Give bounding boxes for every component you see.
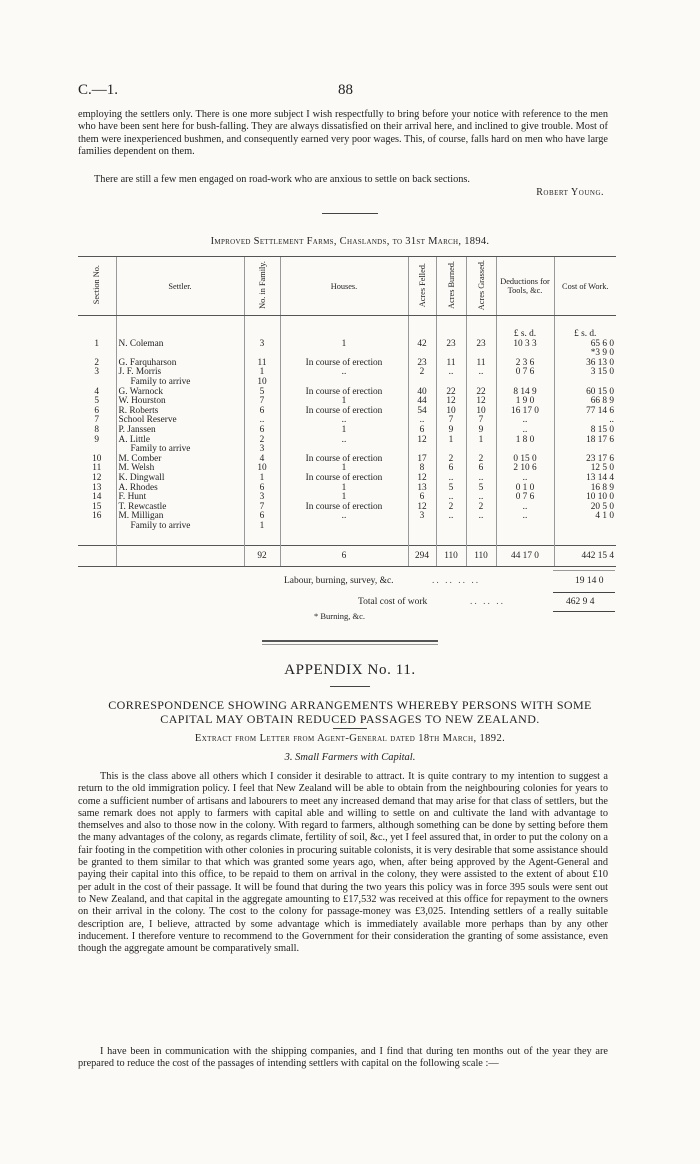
col-header-family: No. in Family. [244, 257, 280, 316]
cell-felled: 6 [408, 493, 436, 503]
cell-cost: 18 17 6 [554, 436, 616, 446]
cell-deductions: 1 8 0 [496, 436, 554, 446]
labour-value: 19 14 0 [575, 576, 604, 586]
appendix-paragraph-2: I have been in communication with the shipping companies, and I find that during ten months out of the year they are prepared to reduce the cost of the passages of intending settlers with capital on the following scale :— [78, 1046, 608, 1070]
total-cost: 442 15 4 [554, 546, 616, 567]
appendix-paragraph-1: This is the class above all others which I consider it desirable to attract. It is quite contrary to my intention to suggest a return to the old immigration policy. I feel that New Zealand will be able to obtain from the neighbouring colonies for years to come a sufficient number of artisans and labourers to meet any increased demand that may arise for that class of settlers, but the same remark does not apply to farmers with capital able and willing to settle on and cultivate the land with advantage to themselves and also to those now in the colony. With regard to farmers, although something can be done by setting before them the many advantages of the colony, as regards climate, fertility of soil, &c., yet I feel assured that, in order to put the colony on a fair footing in the competition with other colonies in procuring suitable colonists, it is very desirable that some assistance should be granted to them similar to that which was granted some years ago, when, after being approved by the Agent-General and paying their capital into this office, to be repaid to them on arrival in the colony, they were assisted to the extent of about £10 per adult in the cost of their passage. It will be found that during the two years this policy was in force 395 souls were sent out to New Zealand, and that capital in the aggregate amounting to £17,532 was received at this office for repayment to the owners on their arrival in the colony. The cost to the colony for passage-money was £3,025. Intending settlers of a really suitable description are, I believe, attracted by some advantage which is immediately available more perhaps than by any other inducement. I therefore venture to recommend to the Government for their consideration the granting of some assistance, even though the aggregate amount be comparatively small. [78, 771, 608, 955]
cell-grassed: 2 [466, 503, 496, 513]
cell-cost: *3 9 0 [554, 349, 616, 359]
cell-grassed: .. [466, 512, 496, 522]
table-row [78, 416, 616, 426]
cell-settler: M. Milligan [116, 512, 244, 522]
heading-rule [333, 728, 367, 729]
cell-family: 3 [244, 493, 280, 503]
cell-houses: .. [280, 416, 408, 426]
cell-felled: 44 [408, 397, 436, 407]
cell-grassed: 22 [466, 388, 496, 398]
cell-grassed: 11 [466, 359, 496, 369]
cell-settler: F. Hunt [116, 493, 244, 503]
cell-settler: G. Farquharson [116, 359, 244, 369]
col-header-settler: Settler. [116, 257, 244, 316]
cell-houses: In course of erection [280, 455, 408, 465]
cell-felled: .. [408, 416, 436, 426]
col-header-grassed: Acres Grassed. [466, 257, 496, 316]
cell-grassed: 1 [466, 436, 496, 446]
cell-deductions: 0 7 6 [496, 493, 554, 503]
cell-burned: 6 [436, 464, 466, 474]
cell-houses: In course of erection [280, 503, 408, 513]
col-header-section: Section No. [78, 257, 116, 316]
cell-houses: In course of erection [280, 474, 408, 484]
cell-sec: 5 [94, 396, 100, 407]
total-cost-value: 462 9 4 [566, 597, 595, 607]
cell-sec: 7 [94, 415, 100, 426]
labour-divider [553, 570, 615, 571]
correspondence-heading [0, 698, 700, 726]
cell-family: 11 [244, 359, 280, 369]
table-row [78, 484, 616, 494]
cell-grassed: 10 [466, 407, 496, 417]
total-grassed: 110 [466, 546, 496, 567]
cell-family: 2 [244, 436, 280, 446]
appendix-divider-thin [262, 644, 438, 645]
cell-burned: 2 [436, 455, 466, 465]
cell-family: 5 [244, 388, 280, 398]
cell-family: 6 [244, 426, 280, 436]
cell-cost: 13 14 4 [554, 474, 616, 484]
cell-grassed: 5 [466, 484, 496, 494]
cell-houses: 1 [280, 397, 408, 407]
cell-cost: .. [554, 416, 616, 426]
cell-felled: 40 [408, 388, 436, 398]
signature: Robert Young. [536, 187, 604, 198]
cell-burned: 23 [436, 340, 466, 350]
cell-houses: 1 [280, 340, 408, 350]
cell-felled: 12 [408, 503, 436, 513]
total-cost-label: Total cost of work [358, 597, 428, 607]
cell-burned: .. [436, 368, 466, 378]
total-leader: .. .. .. [470, 597, 505, 607]
table-row [78, 426, 616, 436]
cell-sec: 8 [94, 424, 100, 435]
cell-burned: 22 [436, 388, 466, 398]
cell-cost: 3 15 0 [554, 368, 616, 378]
cell-settler: J. F. Morris [116, 368, 244, 378]
cell-houses [280, 522, 408, 532]
cell-burned: 7 [436, 416, 466, 426]
cell-burned: .. [436, 512, 466, 522]
table-spacer-row [78, 316, 616, 331]
cell-deductions: 1 9 0 [496, 397, 554, 407]
cell-family: .. [244, 416, 280, 426]
cell-family: 3 [244, 445, 280, 455]
cell-deductions [496, 522, 554, 532]
cell-houses: 1 [280, 493, 408, 503]
cell-deductions: 0 7 6 [496, 368, 554, 378]
cost-units: £ s. d. [554, 330, 616, 340]
cell-burned: 2 [436, 503, 466, 513]
appendix-title-rule [330, 686, 370, 687]
cell-settler: A. Rhodes [116, 484, 244, 494]
cell-sec: 6 [94, 405, 100, 416]
cell-cost: 12 5 0 [554, 464, 616, 474]
cell-sec: 9 [94, 434, 100, 445]
appendix-divider [262, 640, 438, 642]
cell-felled: 3 [408, 512, 436, 522]
cell-burned: 10 [436, 407, 466, 417]
labour-label: Labour, burning, survey, &c. [284, 576, 394, 586]
cell-sec: 13 [92, 482, 102, 493]
cell-sec: 1 [94, 338, 100, 349]
cell-settler: A. Little [116, 436, 244, 446]
cell-burned [436, 522, 466, 532]
cell-felled: 8 [408, 464, 436, 474]
total-rule-top [553, 592, 615, 593]
total-rule-bottom [553, 611, 615, 612]
document-reference: C.—1. [78, 82, 119, 98]
section-divider [322, 213, 378, 214]
cell-cost: 10 10 0 [554, 493, 616, 503]
cell-houses: .. [280, 436, 408, 446]
cell-deductions: 10 3 3 [496, 340, 554, 350]
cell-deductions: 0 15 0 [496, 455, 554, 465]
col-header-deductions: Deductions for Tools, &c. [496, 257, 554, 316]
cell-houses: In course of erection [280, 407, 408, 417]
cell-cost: 4 1 0 [554, 512, 616, 522]
col-header-cost: Cost of Work. [554, 257, 616, 316]
cell-family: 6 [244, 484, 280, 494]
cell-houses: .. [280, 512, 408, 522]
cell-cost: 20 5 0 [554, 503, 616, 513]
cell-grassed: 23 [466, 340, 496, 350]
cell-sec: 15 [92, 501, 102, 512]
cell-cost: 66 8 9 [554, 397, 616, 407]
cell-family: 6 [244, 407, 280, 417]
cell-felled: 13 [408, 484, 436, 494]
cell-family: 6 [244, 512, 280, 522]
cell-settler: M. Welsh [116, 464, 244, 474]
cell-deductions: .. [496, 512, 554, 522]
cell-settler: M. Comber [116, 455, 244, 465]
cell-deductions: 2 10 6 [496, 464, 554, 474]
table-footnote: * Burning, &c. [314, 611, 365, 621]
cell-burned: 9 [436, 426, 466, 436]
cell-houses: .. [280, 368, 408, 378]
cell-family: 10 [244, 464, 280, 474]
cell-grassed: 12 [466, 397, 496, 407]
cell-houses: 1 [280, 464, 408, 474]
table-header-row [78, 257, 616, 316]
cell-sec: 3 [94, 367, 100, 378]
cell-grassed: .. [466, 493, 496, 503]
cell-settler: T. Rewcastle [116, 503, 244, 513]
cell-burned: 1 [436, 436, 466, 446]
cell-settler: N. Coleman [116, 340, 244, 350]
cell-family: 3 [244, 340, 280, 350]
cell-grassed: 2 [466, 455, 496, 465]
cell-grassed [466, 522, 496, 532]
cell-felled: 2 [408, 368, 436, 378]
cell-deductions: 8 14 9 [496, 388, 554, 398]
total-houses: 6 [280, 546, 408, 567]
cell-family: 10 [244, 378, 280, 388]
extract-heading: Extract from Letter from Agent-General dated 18th March, 1892. [194, 733, 506, 744]
cell-family: 7 [244, 397, 280, 407]
table-title: Improved Settlement Farms, Chaslands, to 31st March, 1894. [210, 236, 490, 247]
cell-deductions: .. [496, 426, 554, 436]
cell-cost: 60 15 0 [554, 388, 616, 398]
cell-cost: 8 15 0 [554, 426, 616, 436]
correspondence-heading-line-1: CORRESPONDENCE SHOWING ARRANGEMENTS WHEREBY PERSONS WITH SOME [108, 698, 592, 712]
intro-paragraph-1: employing the settlers only. There is one more subject I wish respectfully to bring before your notice with reference to the men who have been sent here for bush-falling. They are always dissatisfied on their arrival here, and inclined to give trouble. Most of them were inexperienced bushmen, and consequently earned very poor wages. This, of course, falls hard on men who have large families dependent on them. [78, 109, 608, 157]
cell-family: 1 [244, 522, 280, 532]
cell-deductions: .. [496, 416, 554, 426]
total-burned: 110 [436, 546, 466, 567]
labour-leader: .. .. .. .. [432, 576, 481, 586]
cell-settler: P. Janssen [116, 426, 244, 436]
table-row [78, 474, 616, 484]
cell-burned: 11 [436, 359, 466, 369]
cell-grassed: 7 [466, 416, 496, 426]
cell-cost: 36 13 0 [554, 359, 616, 369]
cell-settler: Family to arrive [116, 522, 244, 532]
cell-grassed: 6 [466, 464, 496, 474]
cell-grassed: .. [466, 474, 496, 484]
cell-grassed: 9 [466, 426, 496, 436]
cell-houses: 1 [280, 484, 408, 494]
deductions-units: £ s. d. [496, 330, 554, 340]
col-header-burned: Acres Burned. [436, 257, 466, 316]
cell-deductions: .. [496, 474, 554, 484]
cell-cost [554, 522, 616, 532]
cell-settler: R. Roberts [116, 407, 244, 417]
cell-family: 4 [244, 455, 280, 465]
cell-sec: 12 [92, 472, 102, 483]
cell-houses: In course of erection [280, 388, 408, 398]
cell-sec: 16 [92, 511, 102, 522]
table-row [78, 340, 616, 350]
settlement-table [78, 256, 616, 567]
total-deductions: 44 17 0 [496, 546, 554, 567]
cell-sec: 10 [92, 453, 102, 464]
cell-felled: 12 [408, 436, 436, 446]
cell-grassed: .. [466, 368, 496, 378]
section-subheading: 3. Small Farmers with Capital. [284, 752, 416, 763]
cell-sec: 4 [94, 386, 100, 397]
table-spacer-row [78, 531, 616, 546]
cell-houses: 1 [280, 426, 408, 436]
cell-sec: 14 [92, 492, 102, 503]
col-header-felled: Acres Felled. [408, 257, 436, 316]
total-felled: 294 [408, 546, 436, 567]
cell-settler: Family to arrive [116, 378, 244, 388]
page-number: 88 [338, 82, 353, 98]
table-row [78, 522, 616, 532]
cell-deductions: 16 17 0 [496, 407, 554, 417]
cell-cost: 23 17 6 [554, 455, 616, 465]
cell-felled: 54 [408, 407, 436, 417]
cell-cost: 16 8 9 [554, 484, 616, 494]
cell-cost: 65 6 0 [554, 340, 616, 350]
cell-settler: K. Dingwall [116, 474, 244, 484]
cell-family: 1 [244, 474, 280, 484]
total-family: 92 [244, 546, 280, 567]
correspondence-heading-line-2: CAPITAL MAY OBTAIN REDUCED PASSAGES TO NEW ZEALAND. [160, 712, 540, 726]
cell-sec [78, 522, 116, 532]
cell-felled: 6 [408, 426, 436, 436]
cell-settler: W. Hourston [116, 397, 244, 407]
cell-burned: 5 [436, 484, 466, 494]
cell-burned: 12 [436, 397, 466, 407]
appendix-title: APPENDIX No. 11. [284, 662, 416, 678]
intro-paragraph-2: There are still a few men engaged on road-work who are anxious to settle on back sections. [94, 174, 470, 185]
cell-deductions: 2 3 6 [496, 359, 554, 369]
totals-row [78, 546, 616, 567]
cell-settler: Family to arrive [116, 445, 244, 455]
cell-felled: 12 [408, 474, 436, 484]
cell-family: 1 [244, 368, 280, 378]
cell-settler: G. Warnock [116, 388, 244, 398]
cell-sec: 2 [94, 357, 100, 368]
cell-felled: 17 [408, 455, 436, 465]
cell-deductions: .. [496, 503, 554, 513]
cell-deductions: 0 1 0 [496, 484, 554, 494]
cell-sec: 11 [92, 463, 102, 474]
cell-felled: 42 [408, 340, 436, 350]
cell-burned: .. [436, 493, 466, 503]
cell-settler: School Reserve [116, 416, 244, 426]
col-header-houses: Houses. [280, 257, 408, 316]
cell-burned: .. [436, 474, 466, 484]
cell-felled [408, 522, 436, 532]
cell-cost: 77 14 6 [554, 407, 616, 417]
cell-houses: In course of erection [280, 359, 408, 369]
cell-felled: 23 [408, 359, 436, 369]
cell-family: 7 [244, 503, 280, 513]
